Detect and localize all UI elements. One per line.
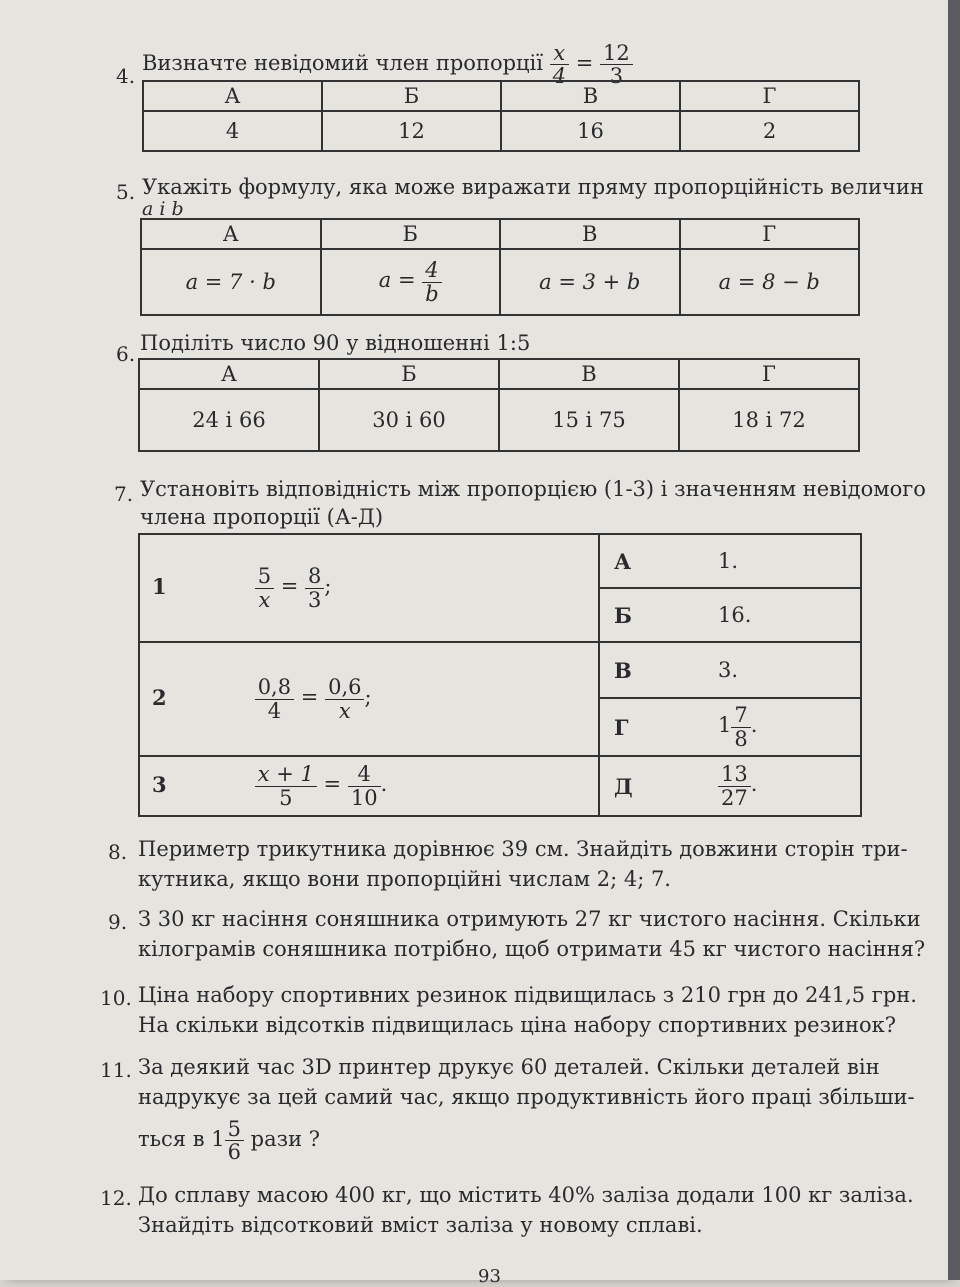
q7-row-1-tail: ; bbox=[324, 574, 332, 599]
q7-row-1-number: 1 bbox=[152, 573, 167, 599]
q5-text-line2: a і b bbox=[142, 198, 184, 220]
q4-answer-v: 16 bbox=[501, 111, 680, 151]
q7-option-a-label: А bbox=[614, 548, 632, 574]
q7-option-d-value: $\frac{13}{27}$ . bbox=[718, 763, 757, 808]
q6-answer-a: 24 і 66 bbox=[139, 389, 319, 451]
q5-answer-v: a = 3 + b bbox=[500, 249, 680, 315]
q7-row-2 bbox=[139, 642, 599, 756]
q5-header-b: Б bbox=[321, 219, 501, 249]
q7-matching-table bbox=[138, 533, 862, 817]
q4-fraction-right: $\frac{12}{3}$ bbox=[600, 42, 633, 87]
q7-option-b-value: 16. bbox=[718, 603, 752, 627]
q5-number: 5. bbox=[116, 180, 136, 204]
q7-option-b-label: Б bbox=[614, 602, 632, 628]
q7-options-3 bbox=[599, 756, 861, 816]
q7-row-1-equals: = bbox=[280, 574, 299, 599]
q9-line1: З 30 кг насіння соняшника отримують 27 кг чистого насіння. Скільки bbox=[138, 907, 921, 931]
q7-row-1-left-fraction: $\frac{5}{x}$ bbox=[255, 565, 274, 610]
page-number: 93 bbox=[478, 1266, 501, 1287]
q6-number: 6. bbox=[116, 342, 136, 366]
q7-row-3-tail: . bbox=[380, 772, 388, 797]
q5-answer-b bbox=[321, 249, 501, 315]
q7-option-a-value: 1. bbox=[718, 549, 739, 573]
q8-number: 8. bbox=[108, 840, 128, 864]
q11-line3 bbox=[138, 1118, 320, 1163]
q9-number: 9. bbox=[108, 910, 128, 934]
q6-answer-b: 30 і 60 bbox=[319, 389, 499, 451]
q7-text-line2: члена пропорції (А-Д) bbox=[140, 505, 384, 529]
page-edge bbox=[948, 0, 960, 1280]
q5-text: Укажіть формулу, яка може виражати пряму пропорційність величин bbox=[142, 175, 924, 199]
q5-answer-table bbox=[140, 218, 860, 316]
q4-header-b: Б bbox=[322, 81, 501, 111]
q8-line2: кутника, якщо вони пропорційні числам 2; 4; 7. bbox=[138, 867, 671, 891]
q7-row-3-left-fraction: $\frac{x + 1}{5}$ bbox=[255, 763, 317, 808]
q4-answer-b: 12 bbox=[322, 111, 501, 151]
q5-answer-a: a = 7 · b bbox=[141, 249, 321, 315]
q6-header-g: Г bbox=[679, 359, 859, 389]
q5-answer-g: a = 8 − b bbox=[680, 249, 860, 315]
q5-answer-b-prefix: a = bbox=[378, 268, 416, 293]
q4-equals: = bbox=[575, 51, 594, 76]
q6-answer-table bbox=[138, 358, 860, 452]
q10-number: 10. bbox=[100, 986, 132, 1010]
q11-line3-prefix: ться в 1 bbox=[138, 1127, 225, 1152]
q5-header-a: А bbox=[141, 219, 321, 249]
q7-option-v-label: В bbox=[614, 657, 632, 683]
q12-number: 12. bbox=[100, 1186, 132, 1210]
q12-line1: До сплаву масою 400 кг, що містить 40% заліза додали 100 кг заліза. bbox=[138, 1183, 914, 1207]
q6-answer-g: 18 і 72 bbox=[679, 389, 859, 451]
q5-header-g: Г bbox=[680, 219, 860, 249]
q7-row-1 bbox=[139, 534, 599, 642]
q7-row-1-right-fraction: $\frac{8}{3}$ bbox=[305, 565, 324, 610]
q10-line1: Ціна набору спортивних резинок підвищилась з 210 грн до 241,5 грн. bbox=[138, 983, 917, 1007]
q7-row-3 bbox=[139, 756, 599, 816]
q7-option-g-value: 1 $\frac{7}{8}$ . bbox=[718, 703, 758, 751]
q6-answer-v: 15 і 75 bbox=[499, 389, 679, 451]
q6-text: Поділіть число 90 у відношенні 1:5 bbox=[140, 331, 531, 355]
q4-answer-table bbox=[142, 80, 860, 152]
q4-fraction-left: $\frac{x}{4}$ bbox=[550, 42, 569, 87]
q7-row-2-right-fraction: $\frac{0,6}{x}$ bbox=[325, 676, 364, 721]
q7-row-3-equals: = bbox=[323, 772, 342, 797]
q7-row-3-right-fraction: $\frac{4}{10}$ bbox=[348, 763, 381, 808]
q6-header-v: В bbox=[499, 359, 679, 389]
q7-row-2-left-fraction: $\frac{0,8}{4}$ bbox=[255, 676, 294, 721]
q4-answer-a: 4 bbox=[143, 111, 322, 151]
q4-number: 4. bbox=[116, 64, 136, 88]
q7-row-3-number: 3 bbox=[152, 771, 167, 797]
q7-row-2-tail: ; bbox=[364, 685, 372, 710]
q5-answer-b-fraction: $\frac{4}{b}$ bbox=[422, 259, 441, 304]
q7-option-v-value: 3. bbox=[718, 658, 739, 682]
q5-header-v: В bbox=[500, 219, 680, 249]
q4-header-g: Г bbox=[680, 81, 859, 111]
q6-header-a: А bbox=[139, 359, 319, 389]
q7-option-g-label: Г bbox=[614, 714, 629, 740]
q11-line3-suffix: рази ? bbox=[250, 1127, 321, 1152]
q12-line2: Знайдіть відсотковий вміст заліза у новому сплаві. bbox=[138, 1213, 703, 1237]
q7-options-1 bbox=[599, 534, 861, 642]
q10-line2: На скільки відсотків підвищилась ціна набору спортивних резинок? bbox=[138, 1013, 897, 1037]
q7-option-d-label: Д bbox=[614, 773, 633, 799]
q4-prompt: Визначте невідомий член пропорції bbox=[142, 51, 543, 76]
q11-line2: надрукує за цей самий час, якщо продуктивність його праці збільши- bbox=[138, 1085, 915, 1109]
q4-header-a: А bbox=[143, 81, 322, 111]
q7-text-line1: Установіть відповідність між пропорцією (1-3) і значенням невідомого bbox=[140, 477, 926, 501]
q11-line1: За деякий час 3D принтер друкує 60 деталей. Скільки деталей він bbox=[138, 1055, 880, 1079]
q11-fraction: $\frac{5}{6}$ bbox=[225, 1118, 244, 1163]
q7-number: 7. bbox=[114, 482, 134, 506]
q7-options-2 bbox=[599, 642, 861, 756]
q6-header-b: Б bbox=[319, 359, 499, 389]
q7-row-2-number: 2 bbox=[152, 684, 167, 710]
q11-number: 11. bbox=[100, 1058, 132, 1082]
q4-answer-g: 2 bbox=[680, 111, 859, 151]
q8-line1: Периметр трикутника дорівнює 39 см. Знайдіть довжини сторін три- bbox=[138, 837, 908, 861]
q4-header-v: В bbox=[501, 81, 680, 111]
q9-line2: кілограмів соняшника потрібно, щоб отримати 45 кг чистого насіння? bbox=[138, 937, 926, 961]
q7-row-2-equals: = bbox=[300, 685, 319, 710]
